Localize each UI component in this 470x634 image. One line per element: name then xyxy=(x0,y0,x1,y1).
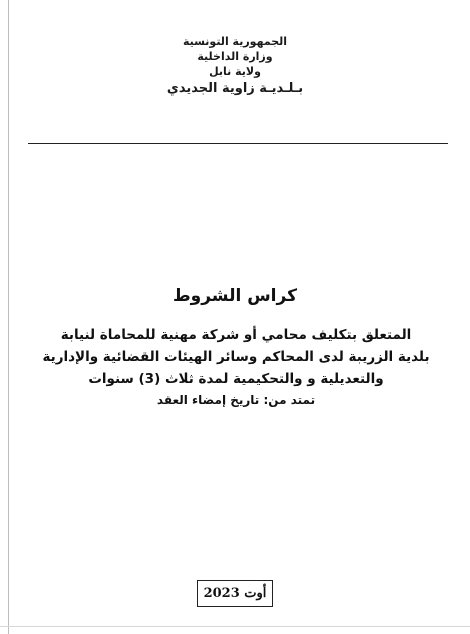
page-bottom-edge xyxy=(0,626,470,627)
ministry-line: وزارة الداخلية xyxy=(197,50,273,63)
municipality-line: بـلـديـة زاوية الجديدي xyxy=(166,81,304,96)
date-box xyxy=(197,580,273,607)
page-left-edge xyxy=(8,0,9,634)
governorate-line: ولاية نابل xyxy=(209,65,261,78)
header-divider xyxy=(28,143,448,144)
subject-line-4: تمتد من: تاريخ إمضاء العقد xyxy=(156,393,316,407)
letterhead xyxy=(150,34,320,98)
subject-line-1: المتعلق بتكليف محامي أو شركة مهنية للمحاماة لنيابة xyxy=(60,327,412,343)
republic-line: الجمهورية التونسية xyxy=(182,35,288,48)
document-title: كراس الشروط xyxy=(173,286,297,306)
subject-line-3: والتعديلية و والتحكيمية لمدة ثلاث (3) سنوات xyxy=(88,371,384,387)
subject-line-2: بلدية الزريبة لدى المحاكم وسائر الهيئات القضائية والإدارية xyxy=(42,349,430,365)
document-subject xyxy=(14,324,458,410)
document-date: أوت 2023 xyxy=(203,586,267,601)
